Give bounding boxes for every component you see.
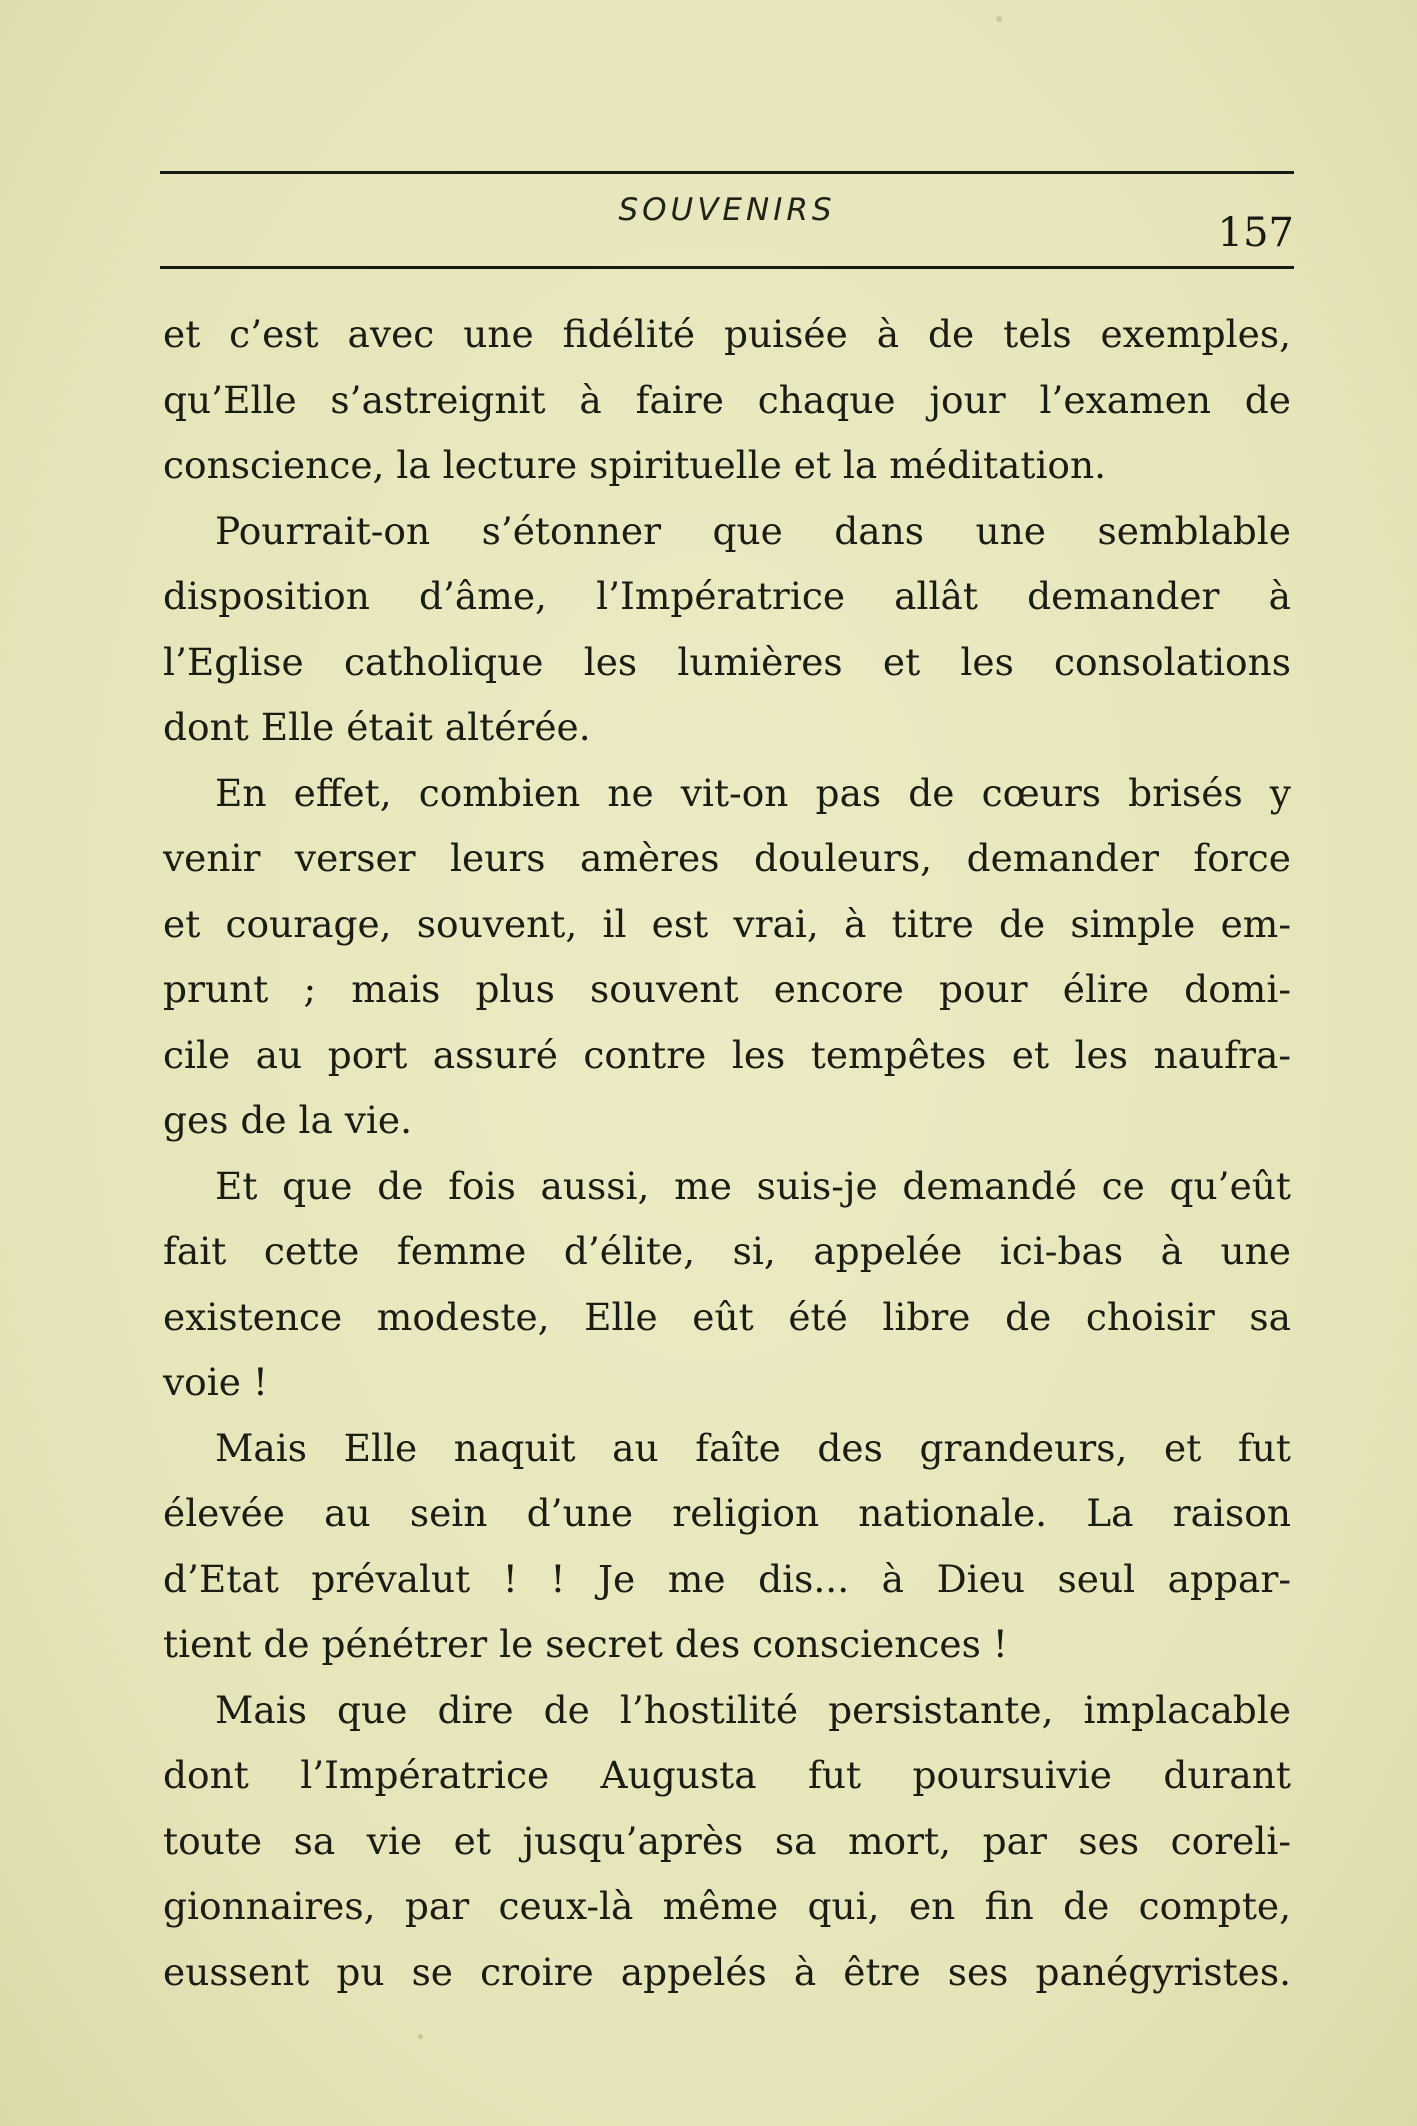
text-line: et c’est avec une fidélité puisée à de tels exemples, xyxy=(163,312,1291,356)
text-line: Mais que dire de l’hostilité persistante, implacable xyxy=(215,1687,1291,1732)
text-line: prunt ; mais plus souvent encore pour élire domi- xyxy=(163,967,1291,1011)
text-line: qu’Elle s’astreignit à faire chaque jour l’examen de xyxy=(163,377,1291,422)
text-line: gionnaires, par ceux-là même qui, en fin de compte, xyxy=(163,1884,1291,1928)
text-line: tient de pénétrer le secret des consciences ! xyxy=(163,1622,1008,1666)
text-line: Pourrait-on s’étonner que dans une semblable xyxy=(215,508,1291,553)
text-line: fait cette femme d’élite, si, appelée ici-bas à une xyxy=(163,1229,1291,1273)
text-line: dont Elle était altérée. xyxy=(163,705,591,749)
text-line: Mais Elle naquit au faîte des grandeurs, et fut xyxy=(215,1425,1291,1470)
text-line: disposition d’âme, l’Impératrice allât demander à xyxy=(163,574,1291,618)
text-line: cile au port assuré contre les tempêtes et les naufra- xyxy=(163,1032,1291,1077)
text-line: élevée au sein d’une religion nationale. La raison xyxy=(163,1491,1291,1535)
text-line: l’Eglise catholique les lumières et les consolations xyxy=(163,639,1291,684)
paper-speck xyxy=(418,2034,423,2039)
body-text xyxy=(163,302,1291,2005)
text-line: eussent pu se croire appelés à être ses panégyristes. xyxy=(163,1949,1291,1994)
text-line: dont l’Impératrice Augusta fut poursuivie durant xyxy=(163,1753,1291,1797)
paper-speck xyxy=(996,16,1002,22)
text-line: toute sa vie et jusqu’après sa mort, par ses coreli- xyxy=(163,1818,1291,1863)
text-line: conscience, la lecture spirituelle et la méditation. xyxy=(163,443,1107,487)
text-line: En effet, combien ne vit-on pas de cœurs brisés y xyxy=(215,770,1291,815)
page-number: 157 xyxy=(1217,210,1294,256)
text-line: existence modeste, Elle eût été libre de choisir sa xyxy=(163,1294,1291,1339)
header-rule-top xyxy=(160,171,1294,174)
text-line: Et que de fois aussi, me suis-je demandé ce qu’eût xyxy=(215,1163,1291,1208)
text-line: voie ! xyxy=(163,1360,268,1404)
text-line: d’Etat prévalut ! ! Je me dis... à Dieu seul appar- xyxy=(163,1556,1291,1601)
header-rule-bottom xyxy=(160,266,1294,269)
text-line: ges de la vie. xyxy=(163,1098,413,1142)
text-line: et courage, souvent, il est vrai, à titre de simple em- xyxy=(163,901,1291,946)
running-title: SOUVENIRS xyxy=(618,192,836,228)
text-line: venir verser leurs amères douleurs, demander force xyxy=(163,836,1291,880)
